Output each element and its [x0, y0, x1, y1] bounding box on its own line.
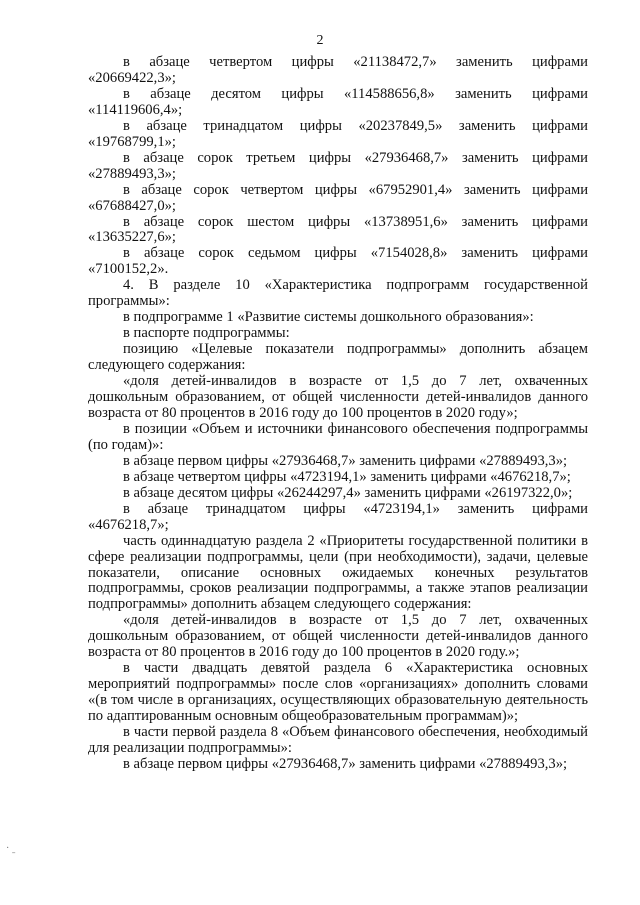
paragraph: «4676218,7»;: [88, 516, 169, 533]
paragraph: «доля детей-инвалидов в возрасте от 1,5 до 7 лет, охваченных дошкольным образованием, от общей численности детей-инвалидов данного возраста от 80 процентов в 2016 году до 100 процентов в 2020 году»;: [88, 373, 588, 421]
paragraph: «7100152,2».: [88, 261, 169, 278]
paragraph: в абзаце сорок третьем цифры «27936468,7» заменить цифрами: [123, 149, 588, 166]
paragraph: в абзаце первом цифры «27936468,7» заменить цифрами «27889493,3»;: [123, 452, 568, 469]
paragraph: «67688427,0»;: [88, 197, 176, 214]
paragraph: в абзаце сорок четвертом цифры «67952901,4» заменить цифрами: [123, 181, 588, 198]
paragraph: в абзаце сорок шестом цифры «13738951,6» заменить цифрами: [123, 213, 588, 230]
paragraph: в абзаце тринадцатом цифры «4723194,1» заменить цифрами: [123, 500, 588, 517]
paragraph: «доля детей-инвалидов в возрасте от 1,5 до 7 лет, охваченных дошкольным образованием, от общей численности детей-инвалидов данного возраста от 80 процентов в 2016 году до 100 процентов в 2020 году.»;: [88, 612, 588, 661]
paragraph: «13635227,6»;: [88, 229, 176, 246]
scan-mark: ·: [6, 843, 10, 854]
paragraph: в абзаце десятом цифры «26244297,4» заменить цифрами «26197322,0»;: [123, 484, 573, 501]
page-number: 2: [316, 33, 324, 48]
paragraph: в абзаце первом цифры «27936468,7» заменить цифрами «27889493,3»;: [123, 755, 568, 772]
paragraph: в подпрограмме 1 «Развитие системы дошкольного образования»:: [123, 309, 534, 326]
paragraph: в абзаце тринадцатом цифры «20237849,5» заменить цифрами: [123, 117, 588, 134]
paragraph: в части первой раздела 8 «Объем финансового обеспечения, необходимый для реализации подпрограммы»:: [88, 724, 588, 756]
paragraph: «20669422,3»;: [88, 69, 176, 86]
paragraph: в позиции «Объем и источники финансового обеспечения подпрограммы (по годам)»:: [88, 420, 588, 453]
paragraph: «19768799,1»;: [88, 133, 176, 150]
paragraph: в абзаце десятом цифры «114588656,8» заменить цифрами: [123, 85, 588, 102]
paragraph: позицию «Целевые показатели подпрограммы» дополнить абзацем следующего содержания:: [88, 341, 588, 374]
paragraph: «114119606,4»;: [88, 101, 183, 118]
scan-mark: ˉ: [12, 851, 16, 862]
paragraph: в абзаце сорок седьмом цифры «7154028,8» заменить цифрами: [123, 245, 588, 262]
paragraph: в паспорте подпрограммы:: [123, 325, 290, 342]
paragraph: часть одиннадцатую раздела 2 «Приоритеты государственной политики в сфере реализации подпрограммы, цели (при необходимости), задачи, целевые показатели, описание основных ожидаемых конечных результатов подпрограммы, сроков реализации подпрограммы, а также этапов реализации подпрограммы» дополнить абзацем следующего содержания:: [88, 532, 588, 613]
paragraph: в части двадцать девятой раздела 6 «Характеристика основных мероприятий подпрограммы» после слов «организациях» дополнить словами «(в том числе в организациях, осуществляющих образовательную деятельность по адаптированным основным общеобразовательным программам)»;: [88, 660, 588, 725]
paragraph: «27889493,3»;: [88, 165, 176, 182]
paragraph: в абзаце четвертом цифры «4723194,1» заменить цифрами «4676218,7»;: [123, 468, 571, 485]
paragraph: 4. В разделе 10 «Характеристика подпрограмм государственной программы»:: [88, 277, 588, 310]
paragraph: в абзаце четвертом цифры «21138472,7» заменить цифрами: [123, 54, 588, 70]
document-body: [88, 55, 588, 773]
